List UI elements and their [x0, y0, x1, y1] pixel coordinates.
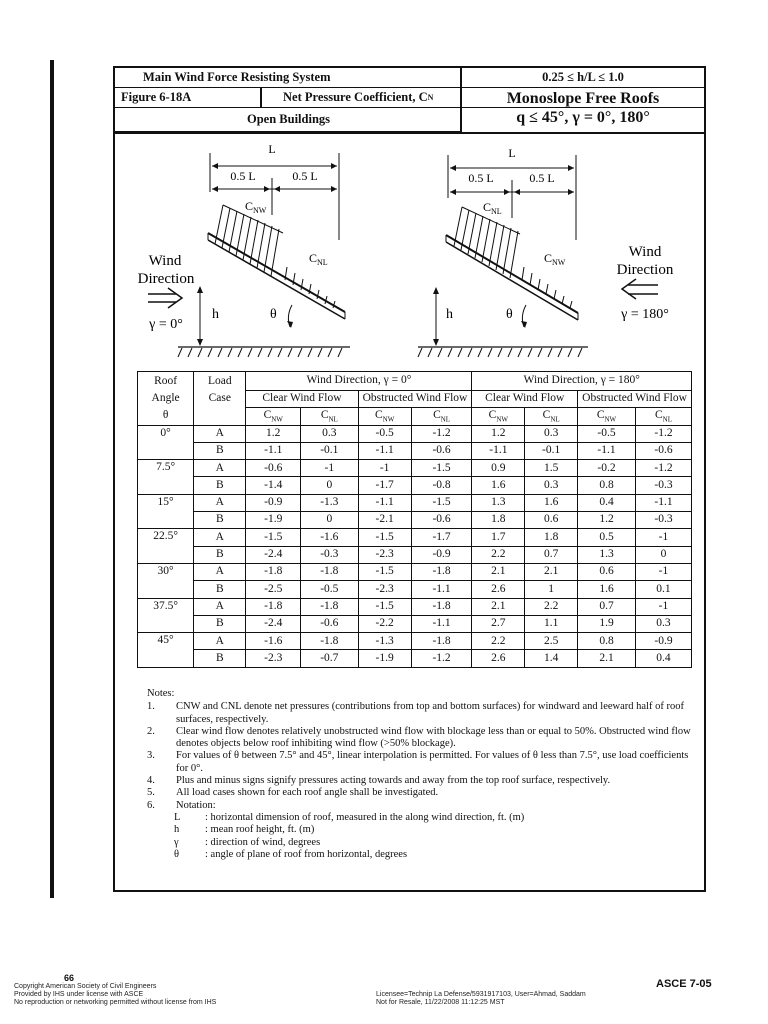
coef-cell: 1.9 — [578, 615, 636, 632]
load-case-cell: A — [194, 633, 246, 650]
coef-cell: 1.6 — [525, 494, 578, 511]
notation-symbol: γ — [174, 836, 179, 848]
load-case-header-3 — [194, 408, 246, 425]
notation-symbol: h — [174, 824, 180, 836]
obstructed-flow-180: Obstructed Wind Flow — [578, 391, 692, 408]
roof-angle-header-3: θ — [138, 408, 194, 425]
dim-half2-left: 0.5 L — [292, 169, 318, 183]
dim-half1-left: 0.5 L — [230, 169, 256, 183]
ratio-range: 0.25 ≤ h/L ≤ 1.0 — [542, 70, 624, 84]
coef-cell: -2.3 — [358, 546, 411, 563]
clear-flow-180: Clear Wind Flow — [472, 391, 578, 408]
coef-cell: -0.7 — [301, 650, 358, 667]
roof-angle-header-2: Angle — [138, 391, 194, 408]
coef-cell: -0.1 — [301, 442, 358, 459]
note-text: All load cases shown for each roof angle shall be investigated. — [176, 787, 439, 799]
cnl-header: $C_{NL}$ — [635, 408, 691, 425]
table-row — [138, 563, 692, 580]
coef-cell: -1.5 — [358, 598, 411, 615]
notes-title: Notes: — [147, 688, 175, 699]
page-number: 66 — [64, 973, 75, 983]
coef-cell: -1.5 — [358, 529, 411, 546]
coef-cell: -1.1 — [411, 581, 472, 598]
cnl-header: $C_{NL}$ — [301, 408, 358, 425]
notation-item — [147, 837, 692, 849]
coef-cell: 0.8 — [578, 633, 636, 650]
clear-flow-0: Clear Wind Flow — [246, 391, 358, 408]
coef-cell: -1.9 — [358, 650, 411, 667]
coef-cell: -0.9 — [246, 494, 301, 511]
coef-cell: 0.7 — [525, 546, 578, 563]
coef-cell: -2.4 — [246, 615, 301, 632]
note-item — [147, 701, 692, 726]
table-row — [138, 442, 692, 459]
coef-cell: -1.5 — [246, 529, 301, 546]
note-text: Notation: — [176, 799, 216, 811]
note-number: 1. — [147, 701, 155, 713]
coef-cell: -1.7 — [411, 529, 472, 546]
coef-cell: -0.5 — [578, 425, 636, 442]
note-number: 2. — [147, 725, 155, 737]
roof-angle-cell: 45° — [138, 633, 194, 668]
dim-half2-right: 0.5 L — [529, 171, 555, 185]
copyright-line-3: No reproduction or networking permitted without license from IHS — [14, 999, 217, 1006]
coef-cell: -0.6 — [246, 460, 301, 477]
notation-item — [147, 824, 692, 836]
license-line-2: Not for Resale, 11/22/2008 11:12:25 MST — [376, 999, 505, 1006]
note-item — [147, 800, 692, 812]
load-case-header-1: Load — [194, 372, 246, 391]
roof-angle-cell: 7.5° — [138, 460, 194, 495]
license-line-1: Licensee=Technip La Defense/5931917103, User=Ahmad, Saddam — [376, 991, 586, 998]
notes-list — [147, 701, 692, 812]
load-case-header-2: Case — [194, 391, 246, 408]
coef-cell: -1 — [635, 598, 691, 615]
coef-cell: 1.2 — [578, 512, 636, 529]
coef-cell: -1.5 — [358, 563, 411, 580]
coef-cell: 0.4 — [578, 494, 636, 511]
dim-L-right: L — [508, 146, 516, 160]
notation-item — [147, 849, 692, 861]
coef-cell: -1.2 — [635, 460, 691, 477]
notation-text: : direction of wind, degrees — [205, 836, 321, 848]
table-row — [138, 494, 692, 511]
coef-cell: 2.1 — [472, 563, 525, 580]
coef-cell: 0.1 — [635, 581, 691, 598]
table-row — [138, 512, 692, 529]
coef-cell: -1.8 — [301, 563, 358, 580]
table-row — [138, 477, 692, 494]
coef-cell: 2.2 — [472, 633, 525, 650]
load-case-cell: B — [194, 512, 246, 529]
wind-label-right: Wind — [628, 244, 662, 260]
note-item — [147, 775, 692, 787]
load-case-cell: A — [194, 460, 246, 477]
coef-cell: -1.7 — [358, 477, 411, 494]
coef-cell: -1.8 — [246, 598, 301, 615]
coef-cell: -0.6 — [635, 442, 691, 459]
coef-cell: -1.8 — [301, 598, 358, 615]
coef-cell: 2.1 — [578, 650, 636, 667]
coef-cell: -1.8 — [411, 633, 472, 650]
coef-cell: 0.3 — [635, 615, 691, 632]
cnl-header: $C_{NL}$ — [411, 408, 472, 425]
coef-cell: -1.5 — [411, 494, 472, 511]
h-label-right: h — [446, 307, 453, 322]
coef-cell: 1.5 — [525, 460, 578, 477]
cnw-header: $C_{NW}$ — [578, 408, 636, 425]
table-row — [138, 598, 692, 615]
coef-cell: -1.1 — [635, 494, 691, 511]
table-row — [138, 460, 692, 477]
coef-cell: -1.8 — [301, 633, 358, 650]
coef-cell: 1.6 — [578, 581, 636, 598]
load-case-cell: B — [194, 442, 246, 459]
dim-half1-right: 0.5 L — [468, 171, 494, 185]
copyright-block — [14, 983, 216, 1007]
coef-cell: 2.7 — [472, 615, 525, 632]
coef-cell: 0.3 — [525, 477, 578, 494]
notation-symbol: L — [174, 811, 181, 823]
gamma-label-left: γ = 0° — [149, 317, 183, 332]
table-row — [138, 615, 692, 632]
coef-cell: -1.4 — [246, 477, 301, 494]
coef-cell: -2.5 — [246, 581, 301, 598]
notation-text: : horizontal dimension of roof, measured in the along wind direction, ft. (m) — [205, 811, 525, 823]
coef-cell: 1.8 — [472, 512, 525, 529]
gamma-label-right: γ = 180° — [621, 307, 669, 322]
cnl-label-left: $C_{NL}$ — [309, 251, 328, 267]
notes-section — [147, 688, 692, 861]
cnw-header: $C_{NW}$ — [246, 408, 301, 425]
coef-cell: -1.2 — [411, 650, 472, 667]
load-case-cell: A — [194, 425, 246, 442]
coef-cell: 1.6 — [472, 477, 525, 494]
roof-angle-cell: 37.5° — [138, 598, 194, 633]
roof-angle-cell: 22.5° — [138, 529, 194, 564]
coef-cell: -1.1 — [472, 442, 525, 459]
coefficient-table — [137, 371, 692, 668]
copyright-line-2: Provided by IHS under license with ASCE — [14, 991, 144, 998]
note-item — [147, 750, 692, 775]
coef-cell: -0.6 — [301, 615, 358, 632]
coef-cell: 0 — [301, 477, 358, 494]
note-text: CNW and CNL denote net pressures (contributions from top and bottom surfaces) for windward and leeward half of roof surfaces, respectively. — [176, 701, 684, 725]
coef-cell: 1 — [525, 581, 578, 598]
note-number: 3. — [147, 750, 155, 762]
coef-cell: -1 — [301, 460, 358, 477]
note-number: 4. — [147, 775, 155, 787]
coefficient-rows — [138, 425, 692, 667]
note-text: For values of θ between 7.5° and 45°, linear interpolation is permitted. For values of θ less than 7.5°, use load coefficients for 0°. — [176, 750, 689, 774]
notation-text: : mean roof height, ft. (m) — [205, 824, 315, 836]
coef-cell: -1.2 — [411, 425, 472, 442]
coef-cell: 1.3 — [472, 494, 525, 511]
obstructed-flow-0: Obstructed Wind Flow — [358, 391, 472, 408]
table-row — [138, 546, 692, 563]
coef-cell: 0.6 — [578, 563, 636, 580]
coef-cell: -1.1 — [578, 442, 636, 459]
note-item — [147, 726, 692, 751]
cnw-label-left: $C_{NW}$ — [245, 199, 267, 215]
coef-cell: 1.8 — [525, 529, 578, 546]
roof-angle-header-1: Roof — [138, 372, 194, 391]
coef-cell: 2.6 — [472, 650, 525, 667]
load-case-cell: B — [194, 477, 246, 494]
system-title: Main Wind Force Resisting System — [143, 70, 331, 84]
coef-cell: 0.6 — [525, 512, 578, 529]
notation-text: : angle of plane of roof from horizontal, degrees — [205, 848, 408, 860]
building-type: Open Buildings — [246, 112, 331, 126]
coef-cell: 0.4 — [635, 650, 691, 667]
h-label-left: h — [212, 307, 219, 322]
coef-cell: 1.4 — [525, 650, 578, 667]
table-row — [138, 633, 692, 650]
coef-cell: 1.7 — [472, 529, 525, 546]
roof-angle-cell: 30° — [138, 563, 194, 598]
coef-cell: -2.3 — [358, 581, 411, 598]
coef-cell: -2.1 — [358, 512, 411, 529]
coef-cell: -1.3 — [358, 633, 411, 650]
figure-number: Figure 6-18A — [121, 90, 192, 104]
title-line-2: q ≤ 45°, γ = 0°, 180° — [516, 109, 650, 126]
coef-cell: 2.6 — [472, 581, 525, 598]
roof-angle-cell: 0° — [138, 425, 194, 460]
roof-angle-cell: 15° — [138, 494, 194, 529]
coef-cell: 0.3 — [525, 425, 578, 442]
table-row — [138, 529, 692, 546]
coef-cell: -1.8 — [411, 563, 472, 580]
dir180-header: Wind Direction, γ = 180° — [472, 372, 692, 391]
coef-cell: -1.2 — [635, 425, 691, 442]
coef-cell: 1.1 — [525, 615, 578, 632]
notation-item — [147, 812, 692, 824]
note-text: Clear wind flow denotes relatively unobstructed wind flow with blockage less than or equal to 50%. Obstructed wind flow denotes objects below roof inhibiting wind flow (>50% blockage). — [176, 725, 691, 750]
coef-cell: -1.9 — [246, 512, 301, 529]
coef-cell: 0.7 — [578, 598, 636, 615]
coef-cell: -1.3 — [301, 494, 358, 511]
coef-cell: -1 — [635, 563, 691, 580]
coef-cell: 2.2 — [472, 546, 525, 563]
coef-cell: 0.5 — [578, 529, 636, 546]
coef-cell: 2.1 — [525, 563, 578, 580]
coef-cell: -2.3 — [246, 650, 301, 667]
cnw-label-right: $C_{NW}$ — [544, 251, 566, 267]
coef-cell: -1.1 — [411, 615, 472, 632]
coef-cell: -2.4 — [246, 546, 301, 563]
theta-label-left: θ — [270, 307, 277, 322]
coef-cell: -2.2 — [358, 615, 411, 632]
theta-label-right: θ — [506, 307, 513, 322]
coef-cell: -1.5 — [411, 460, 472, 477]
coef-cell: -1 — [635, 529, 691, 546]
coef-cell: -1 — [358, 460, 411, 477]
load-case-cell: A — [194, 494, 246, 511]
dim-L-left: L — [268, 142, 276, 156]
coef-cell: 2.1 — [472, 598, 525, 615]
coef-cell: 1.2 — [246, 425, 301, 442]
coef-cell: -1.1 — [358, 494, 411, 511]
note-number: 6. — [147, 799, 155, 811]
diagram-wind-180 — [0, 0, 768, 370]
coef-cell: -1.1 — [246, 442, 301, 459]
cnl-header: $C_{NL}$ — [525, 408, 578, 425]
coef-cell: -0.5 — [358, 425, 411, 442]
coef-cell: -0.6 — [411, 442, 472, 459]
coef-cell: 0 — [301, 512, 358, 529]
note-number: 5. — [147, 787, 155, 799]
coef-cell: -1.8 — [411, 598, 472, 615]
coef-cell: -1.6 — [301, 529, 358, 546]
direction-label-right: Direction — [616, 262, 674, 278]
load-case-cell: B — [194, 581, 246, 598]
table-row — [138, 581, 692, 598]
standard-label: ASCE 7-05 — [656, 978, 712, 990]
license-block — [376, 991, 586, 1007]
load-case-cell: B — [194, 650, 246, 667]
load-case-cell: B — [194, 546, 246, 563]
coef-cell: -1.8 — [246, 563, 301, 580]
coef-cell: -0.6 — [411, 512, 472, 529]
coef-cell: -1.6 — [246, 633, 301, 650]
note-item — [147, 787, 692, 799]
cnl-label-right: $C_{NL}$ — [483, 200, 502, 216]
coef-cell: -0.5 — [301, 581, 358, 598]
coef-cell: 1.2 — [472, 425, 525, 442]
copyright-line-1: Copyright American Society of Civil Engineers — [14, 983, 157, 990]
coef-cell: 1.3 — [578, 546, 636, 563]
direction-label-left: Direction — [137, 271, 195, 287]
coef-cell: -0.9 — [411, 546, 472, 563]
coef-cell: -0.9 — [635, 633, 691, 650]
coef-cell: 0.3 — [301, 425, 358, 442]
coef-cell: -0.2 — [578, 460, 636, 477]
cnw-header: $C_{NW}$ — [358, 408, 411, 425]
load-case-cell: A — [194, 563, 246, 580]
load-case-cell: A — [194, 529, 246, 546]
coef-cell: 2.2 — [525, 598, 578, 615]
load-case-cell: A — [194, 598, 246, 615]
notation-list — [147, 812, 692, 861]
coef-cell: -0.1 — [525, 442, 578, 459]
coef-cell: 0.8 — [578, 477, 636, 494]
coef-cell: -0.3 — [301, 546, 358, 563]
coef-cell: 2.5 — [525, 633, 578, 650]
coef-label: Net Pressure Coefficient, C N — [283, 90, 434, 104]
coef-cell: -0.3 — [635, 512, 691, 529]
title-line-1: Monoslope Free Roofs — [506, 90, 660, 107]
load-case-cell: B — [194, 615, 246, 632]
coef-cell: 0.9 — [472, 460, 525, 477]
note-text: Plus and minus signs signify pressures acting towards and away from the top roof surface, respectively. — [176, 775, 611, 787]
table-row — [138, 650, 692, 667]
cnw-header: $C_{NW}$ — [472, 408, 525, 425]
table-row — [138, 425, 692, 442]
notation-symbol: θ — [174, 848, 180, 860]
coef-cell: 0 — [635, 546, 691, 563]
dir0-header: Wind Direction, γ = 0° — [246, 372, 472, 391]
coef-cell: -1.1 — [358, 442, 411, 459]
coef-cell: -0.3 — [635, 477, 691, 494]
wind-label-left: Wind — [148, 253, 182, 269]
coef-cell: -0.8 — [411, 477, 472, 494]
